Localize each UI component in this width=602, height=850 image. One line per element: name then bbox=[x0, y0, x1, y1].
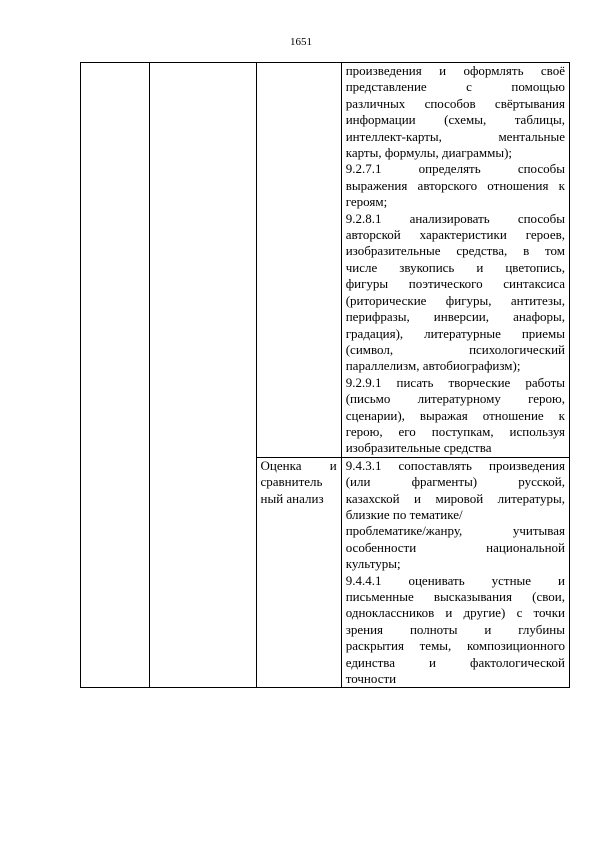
objective-line: казахской и мировой литературы, bbox=[345, 490, 565, 506]
objective-line: письменные высказывания (свои, bbox=[345, 589, 565, 604]
objective-line: точности bbox=[345, 671, 397, 687]
objective-line: 9.4.4.1 оценивать устные и bbox=[345, 572, 565, 588]
objective-line: 9.2.9.1 писать творческие работы bbox=[345, 374, 565, 390]
objective-line: различных способов свёртывания bbox=[345, 95, 565, 111]
empty-cell-skill bbox=[256, 63, 341, 458]
skill-label-line: сравнитель bbox=[260, 474, 323, 490]
objective-line: героям; bbox=[345, 194, 388, 210]
objective-line: зрения полноты и глубины bbox=[345, 621, 565, 637]
objective-line: раскрытия темы, композиционного bbox=[345, 638, 565, 654]
skill-label-line: Оценка и bbox=[260, 457, 337, 473]
objective-line: культуры; bbox=[345, 556, 401, 572]
table-row bbox=[81, 63, 570, 458]
objective-line: карты, формулы, диаграммы); bbox=[345, 145, 513, 161]
skill-label-cell bbox=[256, 457, 341, 688]
objective-line: близкие по тематике/ bbox=[345, 506, 463, 522]
curriculum-table bbox=[80, 62, 570, 688]
page-number: 1651 bbox=[290, 36, 312, 48]
objective-line: (письмо литературному герою, bbox=[345, 391, 565, 407]
objective-line: проблематике/жанру, учитывая bbox=[345, 523, 565, 539]
objective-line: авторской характеристики героев, bbox=[345, 227, 565, 243]
objective-line: особенности национальной bbox=[345, 539, 565, 555]
objective-line: единства и фактологической bbox=[345, 654, 565, 670]
objective-line: (символ, психологический bbox=[345, 341, 565, 357]
objective-line: информации (схемы, таблицы, bbox=[345, 112, 565, 128]
objective-line: перифразы, инверсии, анафоры, bbox=[345, 309, 565, 325]
objective-line: 9.4.3.1 сопоставлять произведения bbox=[345, 457, 565, 473]
empty-cell-subsection bbox=[149, 63, 256, 688]
objective-line: (или фрагменты) русской, bbox=[345, 474, 565, 490]
objective-line: параллелизм, автобиографизм); bbox=[345, 358, 521, 374]
objective-line: изобразительные средства, в том bbox=[345, 243, 565, 259]
objective-line: одноклассников и другие) с точки bbox=[345, 605, 565, 621]
objective-line: фигуры поэтического синтаксиса bbox=[345, 276, 565, 292]
objective-line: 9.2.8.1 анализировать способы bbox=[345, 210, 565, 226]
objective-line: числе звукопись и цветопись, bbox=[345, 259, 565, 275]
objectives-cell bbox=[341, 457, 569, 688]
objective-line: герою, его поступкам, используя bbox=[345, 423, 565, 439]
objective-line: 9.2.7.1 определять способы bbox=[345, 161, 565, 177]
objective-line: интеллект-карты, ментальные bbox=[345, 128, 565, 144]
objective-line: сценарии), выражая отношение к bbox=[345, 407, 565, 423]
objective-line: градация), литературные приемы bbox=[345, 325, 565, 341]
skill-label-line: ный анализ bbox=[260, 490, 324, 506]
objectives-cell bbox=[341, 63, 569, 458]
objective-line: представление с помощью bbox=[345, 79, 565, 95]
objective-line: выражения авторского отношения к bbox=[345, 177, 565, 193]
objective-line: произведения и оформлять своё bbox=[345, 63, 565, 78]
empty-cell-section bbox=[81, 63, 150, 688]
objective-line: (риторические фигуры, антитезы, bbox=[345, 292, 565, 308]
objective-line: изобразительные средства bbox=[345, 440, 492, 456]
